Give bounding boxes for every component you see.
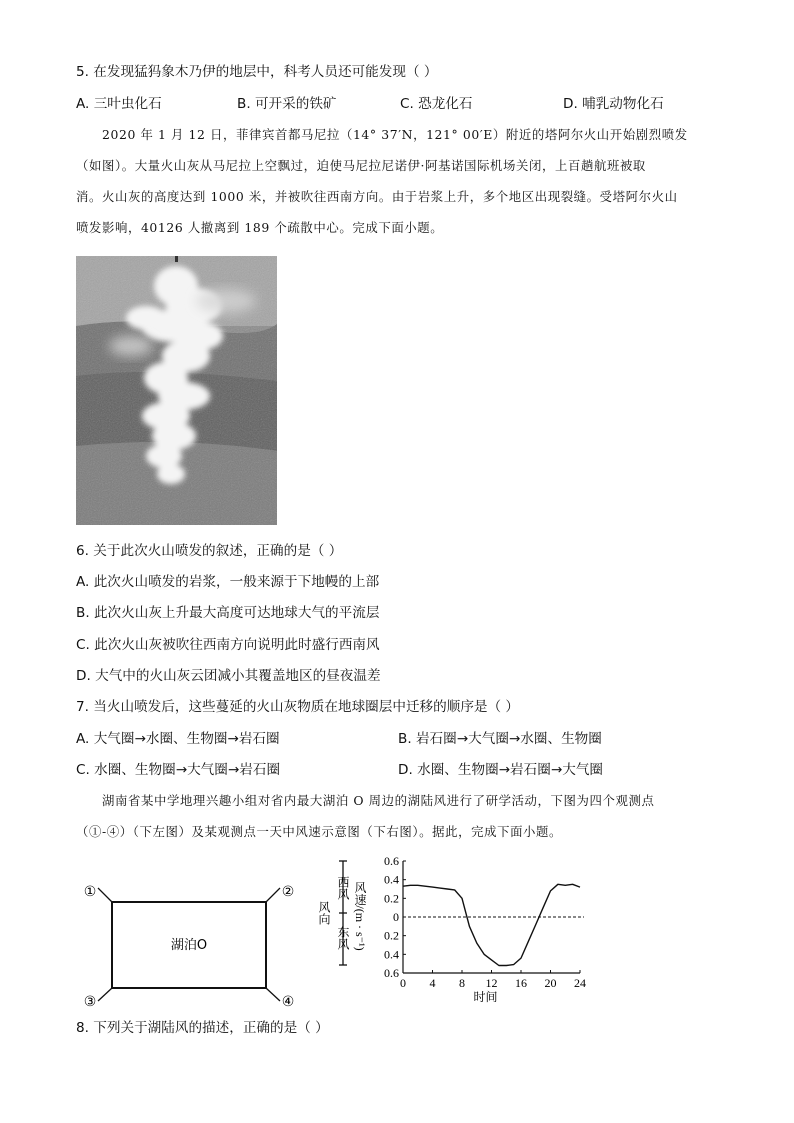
observation-point-3: ③ bbox=[83, 994, 97, 1010]
volcano-eruption-photo bbox=[76, 256, 277, 525]
q5-option-d: D. 哺乳动物化石 bbox=[563, 96, 664, 112]
y-tick-label: 0.2 bbox=[384, 928, 399, 943]
q7-option-a: A. 大气圈→水圈、生物圈→岩石圈 bbox=[76, 731, 280, 747]
observation-point-4: ④ bbox=[281, 994, 295, 1010]
x-tick-label: 20 bbox=[544, 976, 557, 990]
q6-option-b: B. 此次火山灰上升最大高度可达地球大气的平流层 bbox=[76, 605, 380, 621]
east-wind-label: 东风 bbox=[336, 926, 350, 950]
q7-stem: 7. 当火山喷发后，这些蔓延的火山灰物质在地球圈层中迁移的顺序是（ ） bbox=[76, 699, 520, 715]
y-tick-label: 0 bbox=[393, 910, 399, 924]
x-axis-label: 时间 bbox=[473, 990, 498, 1004]
lake-observation-figure bbox=[76, 876, 306, 1012]
q7-option-c: C. 水圈、生物圈→大气圈→岩石圈 bbox=[76, 762, 281, 778]
q5-option-c: C. 恐龙化石 bbox=[400, 96, 473, 112]
q8-stem: 8. 下列关于湖陆风的描述，正确的是（ ） bbox=[76, 1020, 329, 1036]
passage-volcano-line: 喷发影响，40126 人撤离到 189 个疏散中心。完成下面小题。 bbox=[76, 220, 444, 235]
q6-option-d: D. 大气中的火山灰云团减小其覆盖地区的昼夜温差 bbox=[76, 668, 381, 684]
passage-volcano-line: 2020 年 1 月 12 日，菲律宾首都马尼拉（14° 37′N，121° 00′E）附近的塔阿尔火山开始剧烈喷发 bbox=[102, 127, 688, 142]
q6-stem: 6. 关于此次火山喷发的叙述，正确的是（ ） bbox=[76, 543, 343, 559]
wind-speed-series-line bbox=[403, 884, 580, 965]
x-tick-label: 16 bbox=[515, 976, 527, 990]
observation-point-2: ② bbox=[281, 884, 295, 900]
observation-point-1: ① bbox=[83, 884, 97, 900]
x-tick-label: 0 bbox=[400, 976, 406, 990]
q7-option-b: B. 岩石圈→大气圈→水圈、生物圈 bbox=[398, 731, 602, 747]
q6-option-a: A. 此次火山喷发的岩浆，一般来源于下地幔的上部 bbox=[76, 574, 380, 590]
passage-volcano-line: （如图）。大量火山灰从马尼拉上空飘过，迫使马尼拉尼诺伊·阿基诺国际机场关闭，上百趟航班被取 bbox=[76, 158, 646, 173]
y-tick-label: 0.6 bbox=[384, 966, 399, 980]
passage-volcano bbox=[76, 119, 724, 243]
y-tick-label: 0.6 bbox=[384, 854, 399, 868]
q6-option-c: C. 此次火山灰被吹往西南方向说明此时盛行西南风 bbox=[76, 637, 380, 653]
q7-option-d: D. 水圈、生物圈→岩石圈→大气圈 bbox=[398, 762, 604, 778]
q5-option-a: A. 三叶虫化石 bbox=[76, 96, 162, 112]
q5-stem: 5. 在发现猛犸象木乃伊的地层中，科考人员还可能发现（ ） bbox=[76, 64, 438, 80]
passage-lake-breeze bbox=[76, 785, 724, 847]
lake-label: 湖泊O bbox=[170, 938, 208, 953]
passage-lake-line: 湖南省某中学地理兴趣小组对省内最大湖泊 O 周边的湖陆风进行了研学活动，下图为四个观测点 bbox=[102, 793, 655, 808]
west-wind-label: 西风 bbox=[336, 876, 350, 900]
x-tick-label: 24 bbox=[574, 976, 586, 990]
passage-lake-line: （①-④）（下左图）及某观测点一天中风速示意图（下右图）。据此，完成下面小题。 bbox=[76, 824, 563, 839]
y-tick-label: 0.2 bbox=[384, 891, 399, 906]
q5-option-b: B. 可开采的铁矿 bbox=[237, 96, 337, 112]
x-tick-label: 12 bbox=[485, 976, 498, 990]
y-tick-label: 0.4 bbox=[384, 872, 399, 887]
passage-volcano-line: 消。火山灰的高度达到 1000 米，并被吹往西南方向。由于岩浆上升，多个地区出现裂缝。受塔阿尔火山 bbox=[76, 189, 678, 204]
wind-direction-label: 风向 bbox=[317, 901, 331, 925]
wind-speed-chart bbox=[310, 852, 600, 1012]
x-tick-label: 8 bbox=[459, 976, 465, 990]
x-tick-label: 4 bbox=[429, 976, 436, 990]
wind-speed-axis-label: 风速/(m · s⁻¹) bbox=[353, 881, 367, 951]
y-tick-label: 0.4 bbox=[384, 947, 399, 962]
